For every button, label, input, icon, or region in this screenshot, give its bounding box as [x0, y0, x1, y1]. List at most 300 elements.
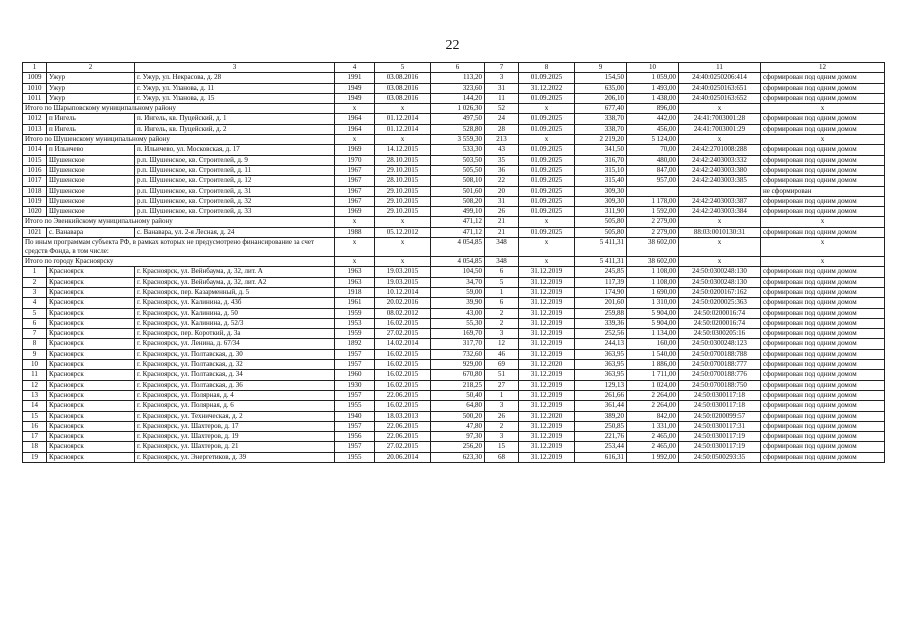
table-row — [23, 370, 885, 380]
table-cell: 16.02.2015 — [375, 370, 431, 380]
table-cell: сформирован под одним домом — [761, 411, 885, 421]
table-cell: 31.12.2019 — [519, 442, 575, 452]
table-cell: Красноярск — [47, 287, 135, 297]
table-cell: р.п. Шушенское, кв. Строителей, д. 9 — [135, 155, 335, 165]
table-cell: 12 — [23, 380, 47, 390]
table-cell: 2 465,00 — [627, 432, 679, 442]
table-cell: 55,30 — [431, 318, 485, 328]
table-cell: 31.12.2019 — [519, 421, 575, 431]
table-cell: 3 — [485, 401, 519, 411]
table-cell: 471,12 — [431, 227, 485, 237]
table-cell: р.п. Шушенское, кв. Строителей, д. 31 — [135, 186, 335, 196]
table-cell: 2 — [485, 318, 519, 328]
table-cell: сформирован под одним домом — [761, 196, 885, 206]
table-row — [23, 124, 885, 134]
table-cell: г. Красноярск, ул. Техническая, д. 2 — [135, 411, 335, 421]
table-cell: 245,85 — [575, 267, 627, 277]
table-cell: 5 904,00 — [627, 308, 679, 318]
table-cell: 51 — [485, 370, 519, 380]
table-cell: 01.09.2025 — [519, 227, 575, 237]
table-cell: р.п. Шушенское, кв. Строителей, д. 12 — [135, 176, 335, 186]
table-cell: 261,66 — [575, 390, 627, 400]
table-cell: 316,70 — [575, 155, 627, 165]
table-cell: 17 — [23, 432, 47, 442]
table-cell: сформирован под одним домом — [761, 207, 885, 217]
table-cell: 1 690,00 — [627, 287, 679, 297]
table-cell: 12 — [485, 339, 519, 349]
table-cell: 6 — [485, 267, 519, 277]
subtotal-cell: x — [679, 217, 761, 227]
table-cell: 01.09.2025 — [519, 124, 575, 134]
table-cell: сформирован под одним домом — [761, 287, 885, 297]
table-cell: 14.12.2015 — [375, 145, 431, 155]
table-cell: 46 — [485, 349, 519, 359]
table-cell: п. Ингель, кв. Пуцейский, д. 2 — [135, 124, 335, 134]
subtotal-cell: 348 — [485, 257, 519, 267]
table-row — [23, 339, 885, 349]
table-cell: Красноярск — [47, 308, 135, 318]
table-cell: 1967 — [335, 165, 375, 175]
table-cell: 18 — [23, 442, 47, 452]
subtotal-cell: 52 — [485, 104, 519, 114]
table-cell: 1957 — [335, 421, 375, 431]
table-cell: сформирован под одним домом — [761, 390, 885, 400]
table-cell: 01.12.2014 — [375, 114, 431, 124]
table-cell: 929,00 — [431, 360, 485, 370]
table-cell: 97,30 — [431, 432, 485, 442]
table-cell: 24:50:0200016:74 — [679, 308, 761, 318]
table-cell: 117,39 — [575, 277, 627, 287]
table-cell: 31.12.2019 — [519, 287, 575, 297]
table-cell: 43,00 — [431, 308, 485, 318]
table-cell: 43 — [485, 145, 519, 155]
table-cell: 1955 — [335, 452, 375, 462]
subtotal-label: Итого по городу Красноярску — [23, 257, 335, 267]
table-cell: сформирован под одним домом — [761, 339, 885, 349]
subtotal-cell: x — [335, 104, 375, 114]
table-cell: 1892 — [335, 339, 375, 349]
table-row — [23, 421, 885, 431]
table-row — [23, 114, 885, 124]
table-cell: 01.12.2014 — [375, 124, 431, 134]
subtotal-cell: 2 219,20 — [575, 135, 627, 145]
subtotal-cell: 471,12 — [431, 217, 485, 227]
table-cell: 174,90 — [575, 287, 627, 297]
table-cell: 1020 — [23, 207, 47, 217]
subtotal-cell: 348 — [485, 238, 519, 257]
table-cell: 24:50:0200025:363 — [679, 298, 761, 308]
table-row — [23, 380, 885, 390]
table-cell: 24:50:0300248:123 — [679, 339, 761, 349]
table-row — [23, 442, 885, 452]
subtotal-cell: 21 — [485, 217, 519, 227]
table-cell: сформирован под одним домом — [761, 145, 885, 155]
table-row — [23, 349, 885, 359]
table-cell: г. Красноярск, ул. Полярная, д. 4 — [135, 390, 335, 400]
table-cell: 24:41:7003001:28 — [679, 114, 761, 124]
table-cell: г. Красноярск, ул. Вейнбаума, д. 32, лит. А2 — [135, 277, 335, 287]
table-cell: 1 493,00 — [627, 83, 679, 93]
table-cell: 01.09.2025 — [519, 114, 575, 124]
table-cell: 11 — [485, 93, 519, 103]
table-cell: 244,13 — [575, 339, 627, 349]
table-cell: г. Красноярск, ул. Калинина, д. 52/3 — [135, 318, 335, 328]
table-cell: сформирован под одним домом — [761, 155, 885, 165]
table-cell: сформирован под одним домом — [761, 401, 885, 411]
subtotal-cell: x — [761, 135, 885, 145]
table-cell: 29.10.2015 — [375, 186, 431, 196]
table-cell: 31.12.2019 — [519, 318, 575, 328]
table-cell: 24:50:0200167:162 — [679, 287, 761, 297]
table-cell: Красноярск — [47, 432, 135, 442]
table-cell: 2 — [485, 308, 519, 318]
table-cell: 16.02.2015 — [375, 360, 431, 370]
table-cell — [627, 186, 679, 196]
table-cell: 28.10.2015 — [375, 155, 431, 165]
subtotal-cell: 505,80 — [575, 217, 627, 227]
table-cell: 1957 — [335, 360, 375, 370]
table-cell: г. Красноярск, ул. Полярная, д. 6 — [135, 401, 335, 411]
page-number: 22 — [445, 38, 460, 53]
table-cell: 1021 — [23, 227, 47, 237]
table-cell: 20.06.2014 — [375, 452, 431, 462]
table-cell: 24:50:0300248:130 — [679, 267, 761, 277]
table-cell: Красноярск — [47, 298, 135, 308]
table-cell: 39,90 — [431, 298, 485, 308]
table-cell: 01.09.2025 — [519, 176, 575, 186]
table-row — [23, 308, 885, 318]
table-cell: 01.09.2025 — [519, 145, 575, 155]
table-cell: 635,00 — [575, 83, 627, 93]
table-cell: р.п. Шушенское, кв. Строителей, д. 11 — [135, 165, 335, 175]
table-cell: 6 — [23, 318, 47, 328]
table-cell: 16.02.2015 — [375, 318, 431, 328]
table-cell: 3 — [485, 73, 519, 83]
table-cell: 31.12.2019 — [519, 390, 575, 400]
subtotal-cell: 677,40 — [575, 104, 627, 114]
table-cell: 363,95 — [575, 349, 627, 359]
table-cell: 309,30 — [575, 186, 627, 196]
table-cell: 1 711,00 — [627, 370, 679, 380]
table-cell: г. Красноярск, ул. Шахтеров, д. 21 — [135, 442, 335, 452]
table-cell: Красноярск — [47, 360, 135, 370]
table-cell: п Ингель — [47, 124, 135, 134]
subtotal-cell: x — [335, 238, 375, 257]
table-cell: 31.12.2019 — [519, 370, 575, 380]
table-cell: 01.09.2025 — [519, 155, 575, 165]
table-cell: сформирован под одним домом — [761, 114, 885, 124]
table-cell: 7 — [23, 329, 47, 339]
table-row — [23, 73, 885, 83]
table-cell: сформирован под одним домом — [761, 93, 885, 103]
table-cell: 68 — [485, 452, 519, 462]
table-cell: 732,60 — [431, 349, 485, 359]
table-cell: 1 540,00 — [627, 349, 679, 359]
table-cell: 26 — [485, 411, 519, 421]
table-cell: 19.03.2015 — [375, 277, 431, 287]
table-cell: 24:42:2403003:332 — [679, 155, 761, 165]
table-row — [23, 186, 885, 196]
subtotal-cell: x — [335, 135, 375, 145]
table-cell: 1961 — [335, 298, 375, 308]
table-cell: 1 — [485, 390, 519, 400]
table-cell: 1991 — [335, 73, 375, 83]
table-cell: сформирован под одним домом — [761, 83, 885, 93]
table-cell: 317,70 — [431, 339, 485, 349]
table-cell: 31.12.2019 — [519, 339, 575, 349]
subtotal-label: Итого по Шарыповскому муниципальному району — [23, 104, 335, 114]
column-number: 7 — [485, 63, 519, 73]
table-cell: 1011 — [23, 93, 47, 103]
table-cell: 528,80 — [431, 124, 485, 134]
table-cell: Шушенское — [47, 207, 135, 217]
table-cell: 1 134,00 — [627, 329, 679, 339]
table-cell: Красноярск — [47, 277, 135, 287]
subtotal-row — [23, 257, 885, 267]
table-cell: 01.09.2025 — [519, 207, 575, 217]
table-cell: 59,00 — [431, 287, 485, 297]
table-cell: 1949 — [335, 93, 375, 103]
column-number: 11 — [679, 63, 761, 73]
table-cell: 623,30 — [431, 452, 485, 462]
table-cell: Красноярск — [47, 380, 135, 390]
table-cell: 1 — [23, 267, 47, 277]
table-cell: сформирован под одним домом — [761, 227, 885, 237]
table-cell: 2 264,00 — [627, 401, 679, 411]
table-cell: 26 — [485, 207, 519, 217]
table-cell: сформирован под одним домом — [761, 73, 885, 83]
table-cell: 15 — [23, 411, 47, 421]
table-cell: 1953 — [335, 318, 375, 328]
table-cell: не сформирован — [761, 186, 885, 196]
table-row — [23, 287, 885, 297]
table-cell: 5 904,00 — [627, 318, 679, 328]
table-row — [23, 318, 885, 328]
table-cell: 31 — [485, 83, 519, 93]
table-cell: 1019 — [23, 196, 47, 206]
subtotal-cell: 1 026,30 — [431, 104, 485, 114]
table-cell: 3 — [485, 432, 519, 442]
table-cell: сформирован под одним домом — [761, 318, 885, 328]
column-number: 1 — [23, 63, 47, 73]
table-cell: 338,70 — [575, 124, 627, 134]
table-row — [23, 93, 885, 103]
table-cell: г. Красноярск, ул. Энергетиков, д. 39 — [135, 452, 335, 462]
table-cell: 206,10 — [575, 93, 627, 103]
table-cell: 15 — [485, 442, 519, 452]
table-cell: Красноярск — [47, 421, 135, 431]
program-note-label: По иным программам субъекта РФ, в рамках которых не предусмотрено финансирование за счет средств Фонда, в том числе: — [23, 238, 335, 257]
table-cell: г. Ужур, ул. Уланова, д. 15 — [135, 93, 335, 103]
table-cell: г. Ужур, ул. Уланова, д. 11 — [135, 83, 335, 93]
table-cell: 2 264,00 — [627, 390, 679, 400]
subtotal-cell: x — [375, 104, 431, 114]
table-cell: 24:42:2701008:288 — [679, 145, 761, 155]
table-cell: 221,76 — [575, 432, 627, 442]
table-cell: сформирован под одним домом — [761, 165, 885, 175]
subtotal-cell: 4 054,85 — [431, 238, 485, 257]
table-cell: 1 592,00 — [627, 207, 679, 217]
table-cell: 01.09.2025 — [519, 186, 575, 196]
table-cell: Красноярск — [47, 442, 135, 452]
table-cell: Шушенское — [47, 155, 135, 165]
table-cell: г. Красноярск, ул. Полтавская, д. 30 — [135, 349, 335, 359]
column-number: 12 — [761, 63, 885, 73]
column-number: 5 — [375, 63, 431, 73]
table-row — [23, 176, 885, 186]
table-cell: 64,80 — [431, 401, 485, 411]
subtotal-cell: 5 411,31 — [575, 257, 627, 267]
table-cell: 1017 — [23, 176, 47, 186]
table-cell: 24:50:0700188:750 — [679, 380, 761, 390]
register-table-container — [22, 62, 884, 463]
table-cell: 1013 — [23, 124, 47, 134]
table-row — [23, 196, 885, 206]
table-cell: 31.12.2019 — [519, 329, 575, 339]
table-cell: 160,00 — [627, 339, 679, 349]
subtotal-cell: 896,00 — [627, 104, 679, 114]
table-cell: Красноярск — [47, 329, 135, 339]
table-cell: 9 — [23, 349, 47, 359]
table-cell: 104,50 — [431, 267, 485, 277]
table-cell: 1969 — [335, 145, 375, 155]
table-cell: 24:50:0300248:130 — [679, 277, 761, 287]
table-cell: 4 — [23, 298, 47, 308]
table-cell: 501,60 — [431, 186, 485, 196]
table-cell: с. Ванавара — [47, 227, 135, 237]
subtotal-cell: 213 — [485, 135, 519, 145]
subtotal-row — [23, 217, 885, 227]
table-cell: 256,20 — [431, 442, 485, 452]
table-cell: 22.06.2015 — [375, 421, 431, 431]
table-cell: 497,50 — [431, 114, 485, 124]
table-cell: 1949 — [335, 83, 375, 93]
table-cell: г. Красноярск, ул. Шахтеров, д. 19 — [135, 432, 335, 442]
table-cell: 24:50:0700188:777 — [679, 360, 761, 370]
table-cell: 1016 — [23, 165, 47, 175]
subtotal-cell: x — [519, 104, 575, 114]
column-number: 8 — [519, 63, 575, 73]
table-cell: 1969 — [335, 207, 375, 217]
table-cell: Красноярск — [47, 401, 135, 411]
table-cell: 1957 — [335, 442, 375, 452]
table-cell: 21 — [485, 227, 519, 237]
subtotal-cell: x — [375, 238, 431, 257]
table-cell: 1967 — [335, 196, 375, 206]
table-row — [23, 360, 885, 370]
table-cell: 1 886,00 — [627, 360, 679, 370]
table-cell: сформирован под одним домом — [761, 421, 885, 431]
table-cell: 03.08.2016 — [375, 73, 431, 83]
column-number: 6 — [431, 63, 485, 73]
table-cell: 503,50 — [431, 155, 485, 165]
table-cell: 18.03.2013 — [375, 411, 431, 421]
subtotal-cell: 38 602,00 — [627, 238, 679, 257]
table-cell: 113,20 — [431, 73, 485, 83]
table-cell: 2 — [23, 277, 47, 287]
table-cell: 363,95 — [575, 360, 627, 370]
table-cell: 1012 — [23, 114, 47, 124]
table-cell: 1970 — [335, 155, 375, 165]
table-cell: 31.12.2019 — [519, 267, 575, 277]
column-number-header — [23, 63, 885, 73]
table-cell: 16.02.2015 — [375, 380, 431, 390]
column-number: 9 — [575, 63, 627, 73]
table-cell: р.п. Шушенское, кв. Строителей, д. 33 — [135, 207, 335, 217]
table-cell: 1956 — [335, 432, 375, 442]
table-cell: 1 108,00 — [627, 277, 679, 287]
table-cell: 24:50:0300205:16 — [679, 329, 761, 339]
table-cell: 480,00 — [627, 155, 679, 165]
table-cell: 31.12.2019 — [519, 277, 575, 287]
subtotal-cell: 2 279,00 — [627, 217, 679, 227]
table-cell: 533,30 — [431, 145, 485, 155]
table-cell: 24:50:0300117:19 — [679, 442, 761, 452]
table-cell: 20.02.2016 — [375, 298, 431, 308]
table-cell: 1988 — [335, 227, 375, 237]
table-row — [23, 329, 885, 339]
table-cell: 361,44 — [575, 401, 627, 411]
table-row — [23, 452, 885, 462]
table-cell: 69 — [485, 360, 519, 370]
table-cell: Красноярск — [47, 339, 135, 349]
table-cell: Красноярск — [47, 349, 135, 359]
table-cell: 31.12.2019 — [519, 401, 575, 411]
table-cell: 363,95 — [575, 370, 627, 380]
table-cell: 315,10 — [575, 165, 627, 175]
subtotal-cell: x — [519, 217, 575, 227]
table-cell: 1 438,00 — [627, 93, 679, 103]
table-cell: г. Красноярск, пер. Короткий, д. 3а — [135, 329, 335, 339]
table-cell: 31.12.2020 — [519, 360, 575, 370]
table-cell: Красноярск — [47, 370, 135, 380]
subtotal-cell: x — [679, 104, 761, 114]
table-cell: 24:50:0700188:776 — [679, 370, 761, 380]
table-cell: 3 — [23, 287, 47, 297]
table-cell: 169,70 — [431, 329, 485, 339]
table-cell: 154,50 — [575, 73, 627, 83]
subtotal-cell: 4 054,85 — [431, 257, 485, 267]
table-cell: 201,60 — [575, 298, 627, 308]
subtotal-cell: x — [761, 257, 885, 267]
table-cell: 8 — [23, 339, 47, 349]
table-cell: Шушенское — [47, 196, 135, 206]
table-cell: п. Ильичево, ул. Московская, д. 17 — [135, 145, 335, 155]
table-cell: 28 — [485, 124, 519, 134]
table-cell: 1964 — [335, 114, 375, 124]
table-row — [23, 432, 885, 442]
subtotal-cell: x — [679, 238, 761, 257]
table-cell: Ужур — [47, 83, 135, 93]
table-cell: 842,00 — [627, 411, 679, 421]
table-cell: Красноярск — [47, 267, 135, 277]
table-cell: 14.02.2014 — [375, 339, 431, 349]
subtotal-cell: x — [375, 257, 431, 267]
table-cell: 2 465,00 — [627, 442, 679, 452]
table-cell: 24:40:0250163:651 — [679, 83, 761, 93]
table-cell: 1940 — [335, 411, 375, 421]
table-cell: г. Красноярск, пер. Казарменный, д. 5 — [135, 287, 335, 297]
table-cell: 70,00 — [627, 145, 679, 155]
table-cell: 16.02.2015 — [375, 349, 431, 359]
table-cell: 01.09.2025 — [519, 165, 575, 175]
table-cell: 1 310,00 — [627, 298, 679, 308]
table-cell: 1957 — [335, 390, 375, 400]
table-cell: 31.12.2019 — [519, 432, 575, 442]
table-cell: 29.10.2015 — [375, 165, 431, 175]
table-cell: г. Красноярск, ул. Полтавская, д. 34 — [135, 370, 335, 380]
table-row — [23, 83, 885, 93]
